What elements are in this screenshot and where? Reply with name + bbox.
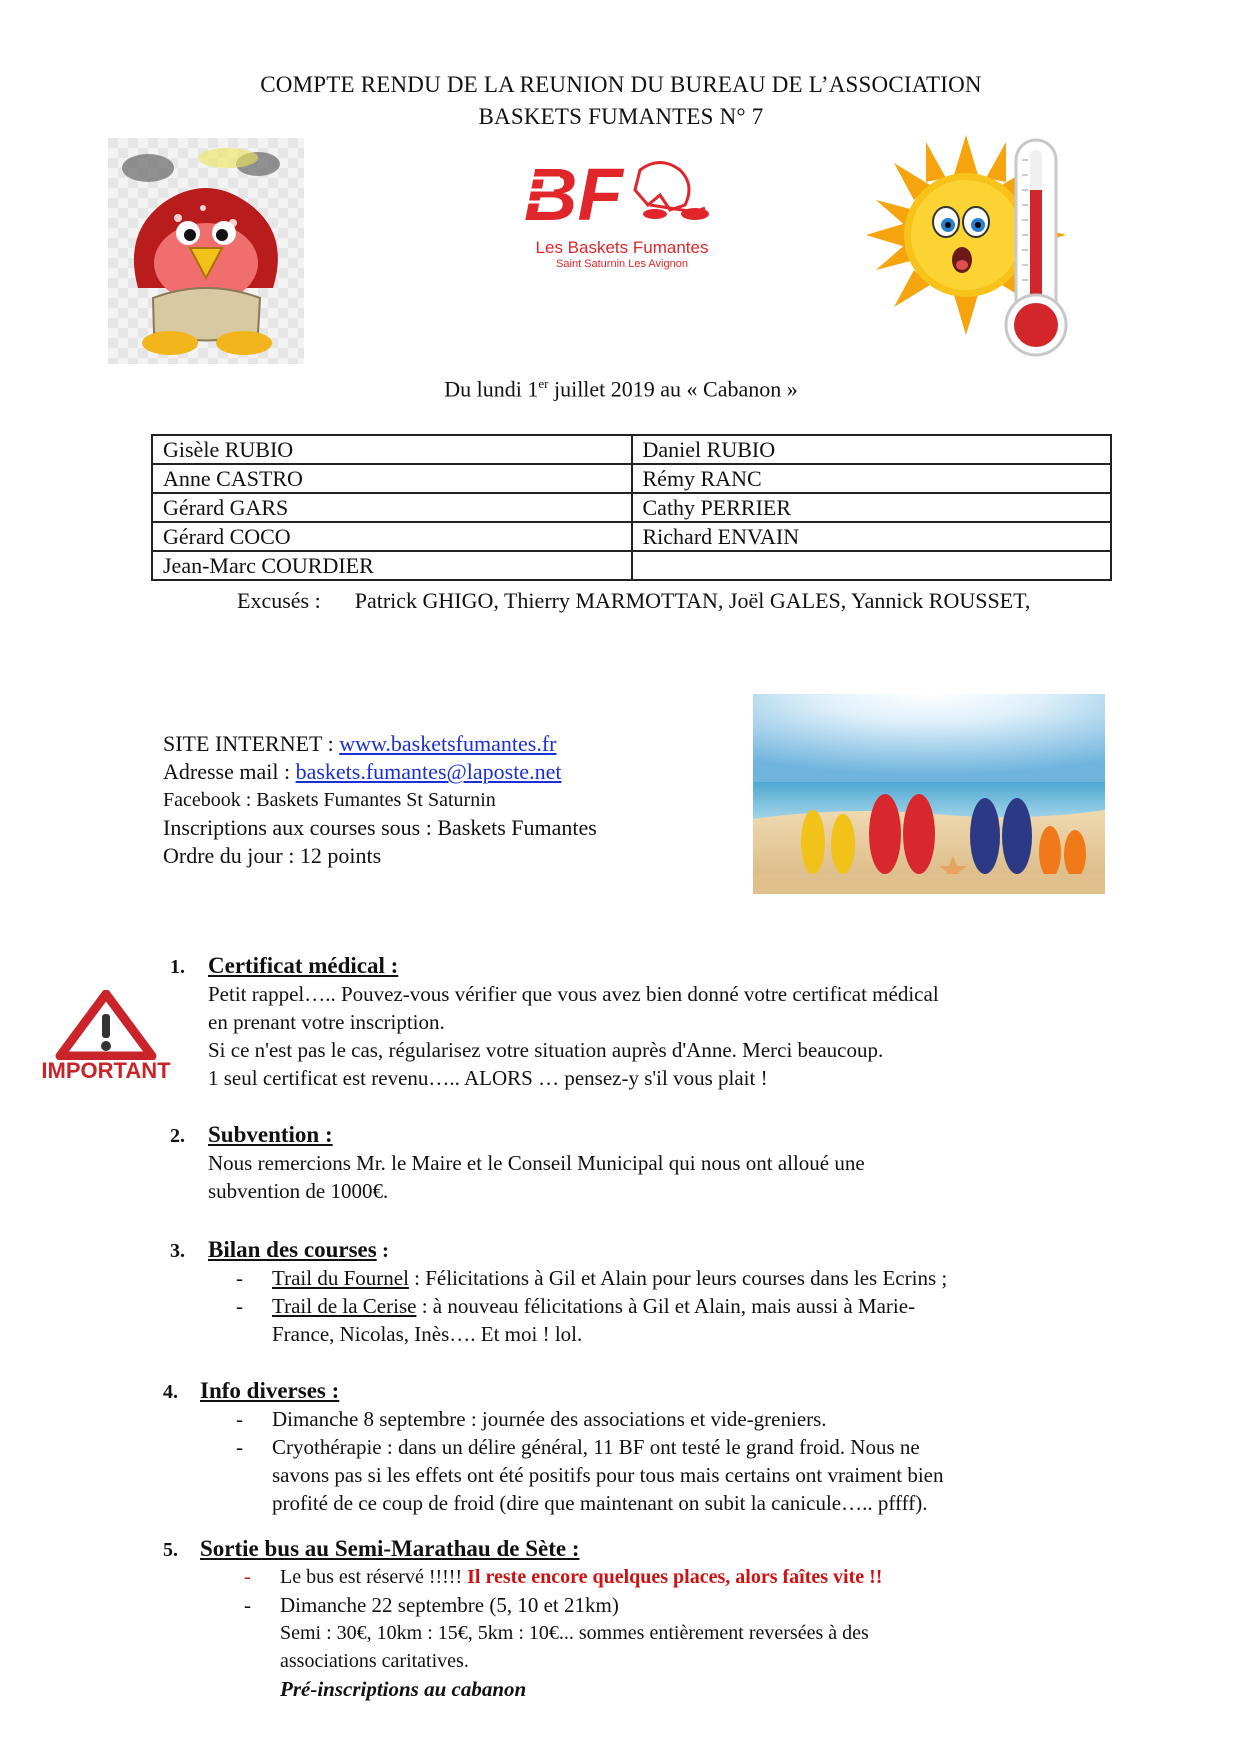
mail-label: Adresse mail : <box>163 759 296 784</box>
attendee-cell: Anne CASTRO <box>152 464 632 493</box>
section-title: Info diverses : <box>200 1378 340 1403</box>
section-1-body <box>208 952 1108 1092</box>
list-item: - Dimanche 22 septembre (5, 10 et 21km) <box>244 1593 619 1617</box>
places-remaining-alert: Il reste encore quelques places, alors faîtes vite !! <box>467 1566 883 1588</box>
table-row <box>152 551 1111 580</box>
section-3 <box>170 1236 185 1265</box>
section-number: 5. <box>163 1539 178 1561</box>
site-label: SITE INTERNET : <box>163 731 340 756</box>
section-text: 1 seul certificat est revenu….. ALORS … pensez-y s'il vous plait ! <box>208 1066 768 1090</box>
list-item: - Dimanche 8 septembre : journée des associations et vide-greniers. <box>236 1407 827 1431</box>
section-2-body <box>208 1121 1108 1205</box>
date-superscript: er <box>538 376 549 391</box>
section-title-suffix: : <box>376 1238 389 1262</box>
beach-flip-flops-photo <box>753 694 1105 894</box>
section-title: Bilan des courses <box>208 1237 377 1262</box>
section-text: Petit rappel….. Pouvez-vous vérifier que vous avez bien donné votre certificat médical <box>208 982 939 1006</box>
date-prefix: Du lundi 1 <box>444 376 539 402</box>
section-number: 1. <box>170 956 185 978</box>
excused-list <box>163 586 1063 615</box>
document-title-line2: BASKETS FUMANTES N° 7 <box>478 104 764 129</box>
attendee-cell: Daniel RUBIO <box>632 435 1112 464</box>
list-item-text: : à nouveau félicitations à Gil et Alain, mais aussi à Marie- <box>416 1294 916 1318</box>
attendee-cell: Richard ENVAIN <box>632 522 1112 551</box>
attendee-cell: Gérard COCO <box>152 522 632 551</box>
meeting-date <box>0 376 1242 402</box>
website-link[interactable]: www.basketsfumantes.fr <box>339 731 557 756</box>
race-name: Trail du Fournel <box>272 1266 409 1290</box>
section-title: Subvention : <box>208 1122 333 1147</box>
list-item-text: Dimanche 22 septembre (5, 10 et 21km) <box>280 1593 619 1617</box>
list-item: - Trail du Fournel : Félicitations à Gil et Alain pour leurs courses dans les Ecrins ; <box>236 1266 948 1290</box>
important-label: IMPORTANT <box>41 1058 171 1083</box>
list-item-continuation: savons pas si les effets ont été positifs pour tous mais certains ont vraiment bien <box>272 1463 944 1487</box>
section-text: en prenant votre inscription. <box>208 1010 445 1034</box>
attendee-cell: Gisèle RUBIO <box>152 435 632 464</box>
excused-label: Excusés : <box>237 588 321 613</box>
contact-info <box>163 730 597 870</box>
list-item: - Le bus est réservé !!!!! Il reste encore quelques places, alors faîtes vite !! <box>244 1566 883 1588</box>
list-item-continuation: profité de ce coup de froid (dire que maintenant on subit la canicule….. pffff). <box>272 1491 928 1515</box>
excused-names: Patrick GHIGO, Thierry MARMOTTAN, Joël GALES, Yannick ROUSSET, <box>354 588 1031 613</box>
section-5 <box>163 1535 178 1564</box>
section-number: 4. <box>163 1381 178 1403</box>
prices-text: Semi : 30€, 10km : 15€, 5km : 10€... sommes entièrement reversées à des <box>280 1622 869 1644</box>
hot-sun-thermometer-illustration <box>866 130 1098 366</box>
list-item-text: Dimanche 8 septembre : journée des associations et vide-greniers. <box>272 1407 827 1431</box>
table-row <box>152 493 1111 522</box>
table-row <box>152 464 1111 493</box>
section-2 <box>170 1121 185 1150</box>
preinscription-note: Pré-inscriptions au cabanon <box>280 1677 527 1701</box>
section-number: 3. <box>170 1240 185 1262</box>
section-text: Si ce n'est pas le cas, régularisez votre situation auprès d'Anne. Merci beaucoup. <box>208 1038 884 1062</box>
section-text: Nous remercions Mr. le Maire et le Conseil Municipal qui nous ont alloué une <box>208 1151 865 1175</box>
sweating-penguin-illustration <box>108 138 304 364</box>
list-item: - Trail de la Cerise : à nouveau félicitations à Gil et Alain, mais aussi à Marie- <box>236 1294 916 1318</box>
attendees-table <box>151 434 1112 581</box>
date-suffix: juillet 2019 au « Cabanon » <box>548 376 798 402</box>
logo-town: Saint Saturnin Les Avignon <box>556 258 688 270</box>
list-item: - Cryothérapie : dans un délire général, 11 BF ont testé le grand froid. Nous ne <box>236 1435 920 1459</box>
section-text: subvention de 1000€. <box>208 1179 389 1203</box>
race-name: Trail de la Cerise <box>272 1294 417 1318</box>
section-1 <box>170 952 185 981</box>
mail-line <box>163 758 597 786</box>
logo-name: Les Baskets Fumantes <box>535 238 709 257</box>
baskets-fumantes-logo <box>520 150 720 280</box>
inscriptions-line: Inscriptions aux courses sous : Baskets Fumantes <box>163 815 597 840</box>
important-warning-icon <box>40 990 172 1090</box>
section-3-body <box>208 1236 1108 1348</box>
section-4-body <box>200 1377 1110 1517</box>
section-title: Certificat médical : <box>208 953 399 978</box>
agenda-line: Ordre du jour : 12 points <box>163 843 382 868</box>
table-row <box>152 522 1111 551</box>
bus-reserved-text: Le bus est réservé !!!!! <box>280 1566 468 1588</box>
attendee-cell <box>632 551 1112 580</box>
attendee-cell: Rémy RANC <box>632 464 1112 493</box>
prices-text-continuation: associations caritatives. <box>280 1650 469 1672</box>
attendee-cell: Jean-Marc COURDIER <box>152 551 632 580</box>
table-row <box>152 435 1111 464</box>
site-line <box>163 730 597 758</box>
list-item-text: Cryothérapie : dans un délire général, 11 BF ont testé le grand froid. Nous ne <box>272 1435 920 1459</box>
attendee-cell: Cathy PERRIER <box>632 493 1112 522</box>
section-number: 2. <box>170 1125 185 1147</box>
list-item-text: : Félicitations à Gil et Alain pour leurs courses dans les Ecrins ; <box>408 1266 948 1290</box>
document-title-line1: COMPTE RENDU DE LA REUNION DU BUREAU DE L’ASSOCIATION <box>260 72 982 97</box>
list-item-continuation: France, Nicolas, Inès…. Et moi ! lol. <box>272 1322 583 1346</box>
section-5-body <box>200 1535 1110 1703</box>
section-4 <box>163 1377 178 1406</box>
facebook-line: Facebook : Baskets Fumantes St Saturnin <box>163 789 496 811</box>
logo-letters: BF <box>524 153 623 236</box>
email-link[interactable]: baskets.fumantes@laposte.net <box>295 759 562 784</box>
section-title: Sortie bus au Semi-Marathau de Sète : <box>200 1536 580 1561</box>
attendee-cell: Gérard GARS <box>152 493 632 522</box>
